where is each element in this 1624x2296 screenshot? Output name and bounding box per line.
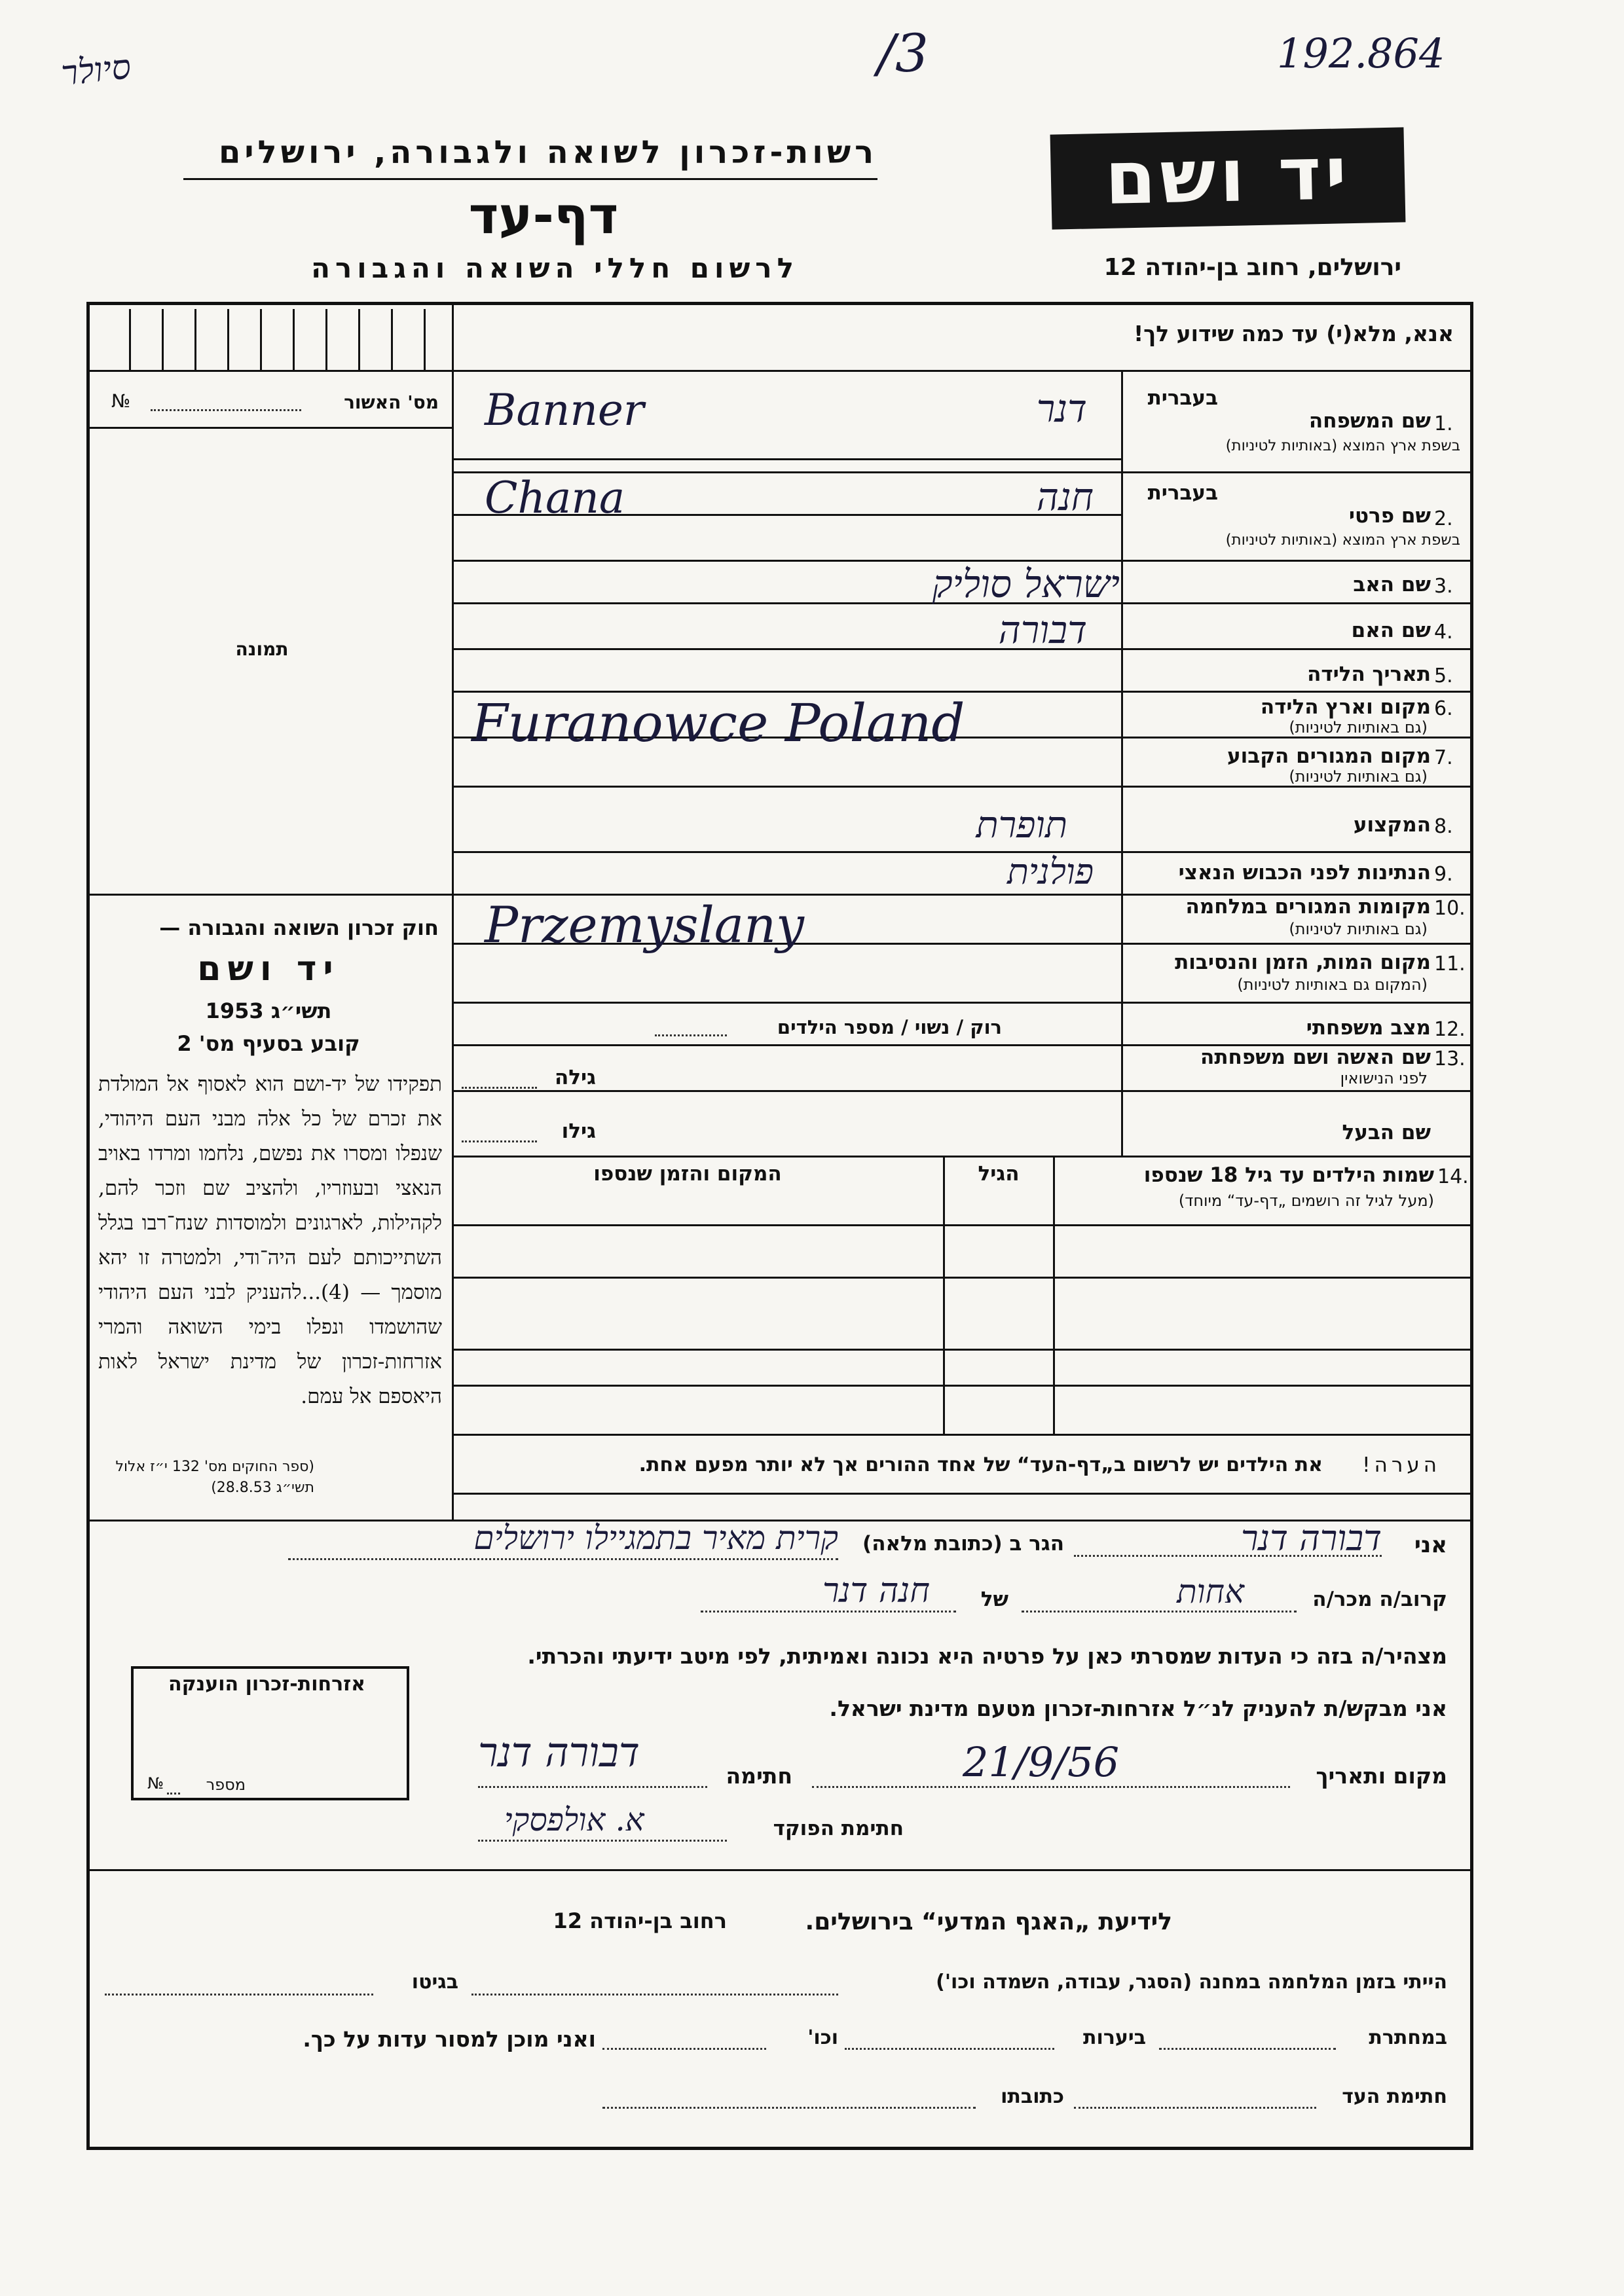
note-word: הערה! [1362,1453,1441,1477]
please-fill-text: אנא, מלא(י) עד כמה שידוע לך! [1134,321,1454,346]
in-hebrew-label-2: בעברית [1147,481,1218,505]
field-number-5: 5. [1434,665,1453,687]
row-line [452,458,1121,460]
decl-i: אני [1414,1532,1447,1558]
hw-family-name-hebrew: דנר [1036,386,1087,431]
field-label-birth-date: תאריך הלידה [1307,663,1431,686]
footer-address-line[interactable] [602,2107,976,2109]
field-label-death: מקום המות, הזמן והנסיבות [1175,951,1431,974]
box-title: אזרחות-זכרון הוענקה [168,1673,366,1696]
decl-of: של [980,1588,1008,1611]
children-number: 14. [1437,1165,1469,1188]
law-section: קובע בסעיף מס' 2 [177,1031,360,1056]
row-line [452,1002,1473,1004]
tick [227,309,229,370]
field-number-6: 6. [1434,697,1453,720]
footer-hiding: במחתרת [1369,2026,1447,2049]
decl-relation-line[interactable] [1022,1611,1297,1613]
children-col-place: המקום והזמן שנספו [593,1162,782,1186]
field-sub-residence: (גם באותיות לטיניות) [1289,767,1428,786]
field-number-8: 8. [1434,815,1453,838]
decl-date-line[interactable] [812,1786,1290,1788]
footer-divider [86,1869,1473,1871]
decl-of-hw: חנה דנר [822,1571,930,1611]
field-label-citizenship: הנתינות לפני הכבוש הנאצי [1178,861,1431,884]
field-label-mother: שם האם [1351,619,1431,642]
field-number-1: 1. [1434,412,1453,435]
decl-place-date: מקום ותאריך [1316,1763,1447,1789]
field-number-7: 7. [1434,746,1453,769]
footer-witness-line[interactable] [1074,2107,1316,2109]
hw-family-name-latin: Banner [485,385,644,435]
form-title: דף-עד [468,187,619,246]
field-sub-death: (המקום גם באותיות לטיניות) [1237,975,1428,994]
field-number-11: 11. [1434,953,1466,975]
footer-ready: ואני מוכן למסור עדות על כך. [303,2026,596,2052]
footer-etc: וכו' [807,2026,838,2049]
tick [129,309,131,370]
field-label-father: שם האב [1353,573,1431,596]
footer-etc-line[interactable] [602,2048,766,2050]
box-number-line[interactable] [167,1793,180,1795]
decl-officer: חתימת הפוקד [773,1817,904,1840]
decl-i-hw: דבורה דנר [1241,1518,1382,1559]
decl-address-line[interactable] [288,1558,838,1560]
tick [293,309,295,370]
hw-birthplace: Furanowce Poland [471,693,965,754]
row-line [452,1156,1473,1157]
decl-statement: מצהיר/ה בזה כי העדות שמסרתי כאן על פרטיה היא נכונה ואמיתית, לפי מיטב ידיעתי והכרתי. [527,1643,1447,1669]
decl-date-hw: 21/9/56 [963,1738,1120,1786]
footer-line1: הייתי בזמן המלחמה במחנה (הסגר, עבודה, השמדה וכו') [936,1971,1447,1994]
children-row [452,1277,1473,1279]
children-row [452,1349,1473,1351]
decl-officer-line[interactable] [478,1840,727,1842]
footer-address: רחוב בן-יהודה 12 [553,1908,727,1933]
field-sub-war-residence: (גם באותיות לטיניות) [1289,920,1428,938]
children-col-divider [1053,1156,1055,1434]
husband-age-label: גילו [561,1120,596,1143]
hw-war-residence: Przemyslany [485,896,804,954]
field-label-marital: מצב משפחתי [1306,1016,1431,1040]
children-sub: (מעל לגיל זה רושמים „דף-עד“ מיוחד) [1178,1192,1434,1210]
decl-name-line[interactable] [1074,1555,1382,1557]
footer-forests: ביערות [1083,2026,1146,2049]
yad-vashem-logo [1050,127,1406,229]
footer-heading: לידיעת „האגף המדעי“ בירושלים. [805,1908,1172,1935]
authority-heading: רשות-זכרון לשואה ולגבורה, ירושלים [218,134,877,171]
field-label-first-name: שם פרטי [1348,504,1431,528]
hw-father-name: ישראל סוליק [932,562,1120,606]
note-row-bottom [452,1493,1473,1495]
form-subtitle: לרשום חללי השואה והגבורה [311,252,799,284]
box-number-sign: № [147,1774,164,1793]
decl-signature-hw: דבורה דנר [478,1728,640,1776]
decl-signature: חתימה [726,1763,792,1789]
top-row-bottom [86,370,1473,372]
latin-hint-2: בשפת ארץ המוצא (באותיות לטיניות) [1225,532,1460,549]
authority-underline [183,178,877,180]
marital-options: רוק / נשוי / מספר הילדים [777,1016,1002,1038]
top-center-annotation: /3 [877,23,929,84]
decl-officer-hw: א. אולפסקי [504,1802,644,1838]
hw-first-name-latin: Chana [485,473,625,523]
children-col-divider [943,1156,945,1434]
field-number-10: 10. [1434,897,1466,920]
footer-hiding-line[interactable] [1159,2048,1336,2050]
wife-age-line[interactable] [462,1087,537,1089]
law-name: יד ושם [197,949,340,989]
footer-witness-signature: חתימת העד [1342,2085,1447,2108]
field-sub-birthplace: (גם באותיות לטיניות) [1289,718,1428,737]
decl-request: אני מבקש/ת להעניק לנ״ל אזרחות-זכרון מטעם מדינת ישראל. [829,1696,1447,1721]
field-number-9: 9. [1434,863,1453,886]
box-number-label: מספר [206,1776,246,1794]
hw-citizenship: פולנית [1006,851,1094,892]
law-title: חוק זכרון השואה והגבורה — [159,915,439,940]
children-row [452,1224,1473,1226]
row-line [452,1090,1473,1092]
law-reference: (ספר החוקים מס' 132 י״ז אלול תשי״ג 28.8.53) [115,1459,314,1496]
field-label-wife: שם האשה ושם משפחתה [1200,1046,1431,1069]
approval-number-sign: № [111,390,131,412]
field-label-war-residence: מקומות המגורים במלחמה [1185,895,1431,919]
decl-address-hw: קרית מאיר בתמגיילו ירושלים [473,1519,838,1557]
tick [391,309,393,370]
decl-signature-line[interactable] [478,1786,707,1788]
children-row [452,1385,1473,1387]
note-text: את הילדים יש לרשום ב„דף-העד“ של אחד ההורים אך לא יותר מפעם אחת. [638,1453,1323,1476]
children-row [452,1434,1473,1436]
children-label: שמות הילדים עד גיל 18 שנספו [1143,1163,1434,1187]
field-sub-wife: לפני הנישואין [1340,1069,1428,1087]
tick [424,309,426,370]
decl-lives: הגר ב (כתובת מלאה) [862,1532,1064,1556]
decl-relation-hw: אחות [1177,1573,1244,1611]
tick [260,309,262,370]
latin-hint-1: בשפת ארץ המוצא (באותיות לטיניות) [1225,437,1460,454]
hw-first-name-hebrew: חנה [1036,475,1094,519]
field-label-residence: מקום המגורים הקבוע [1227,744,1431,768]
decl-of-line[interactable] [701,1611,956,1613]
field-label-birthplace: מקום וארץ הלידה [1260,695,1431,719]
sidebar-divider [452,302,454,1520]
husband-age-line[interactable] [462,1140,537,1142]
logo-text: יד ושם [1104,131,1352,221]
field-number-2: 2. [1434,507,1453,530]
field-number-13: 13. [1434,1048,1466,1070]
top-left-annotation: סיולר [59,47,133,94]
field-label-family-name: שם המשפחה [1308,409,1431,433]
approval-number-line[interactable] [151,409,301,411]
field-number-3: 3. [1434,575,1453,598]
field-label-profession: המקצוע [1353,813,1431,837]
label-divider [1121,370,1123,1156]
approval-row-bottom [86,427,452,429]
field-label-husband: שם הבעל [1342,1121,1431,1144]
hw-profession: תופרת [976,804,1067,847]
footer-address-label: כתובתו [1001,2085,1064,2108]
top-right-annotation: 192.864 [1277,29,1445,77]
wife-age-label: גילה [554,1066,596,1089]
field-number-12: 12. [1434,1018,1466,1041]
photo-box-bottom [86,894,452,896]
row-line [452,786,1473,788]
law-year: תשי״ג 1953 [205,998,332,1023]
in-hebrew-label-1: בעברית [1147,386,1218,410]
footer-ghetto-line[interactable] [105,1994,373,1995]
approval-number-label: מס' האשור [344,392,439,413]
tick [325,309,327,370]
field-number-4: 4. [1434,621,1453,644]
tick [194,309,196,370]
header-address: ירושלים, רחוב בן-יהודה 12 [1103,254,1401,281]
law-text: תפקידו של יד-ושם הוא לאסוף אל המולדת את זכרם של כל אלה מבני העם היהודי, שנפלו ומסרו את נפשם, נלחמו ומרדו באויב הנאצי ובעוזריו, ולהציב שם וזכר להם, לקהילות, לארגונים ולמוסדות שנח־רבו בגלל השתייכותם לעם היה־ודי, ולמטרה זו יהא מוסמך — (4)...להעניק לבני העם היהודי שהושמדו ונפלו בימי השואה והמרי אזרחות-זכרון של מדינת ישראל לאות היאספם אל עמם. [98,1072,442,1408]
tick [358,309,360,370]
footer-camp-line[interactable] [471,1994,838,1995]
photo-label: תמונה [235,638,289,660]
hw-mother-name: דבורה [998,608,1087,652]
children-col-age: הגיל [978,1162,1020,1186]
tick [162,309,164,370]
footer-ghetto: בגיטו [411,1971,458,1994]
children-count-line[interactable] [655,1034,727,1036]
decl-relative: קרוב/ה מכר/ה [1312,1588,1447,1611]
footer-forests-line[interactable] [845,2048,1054,2050]
